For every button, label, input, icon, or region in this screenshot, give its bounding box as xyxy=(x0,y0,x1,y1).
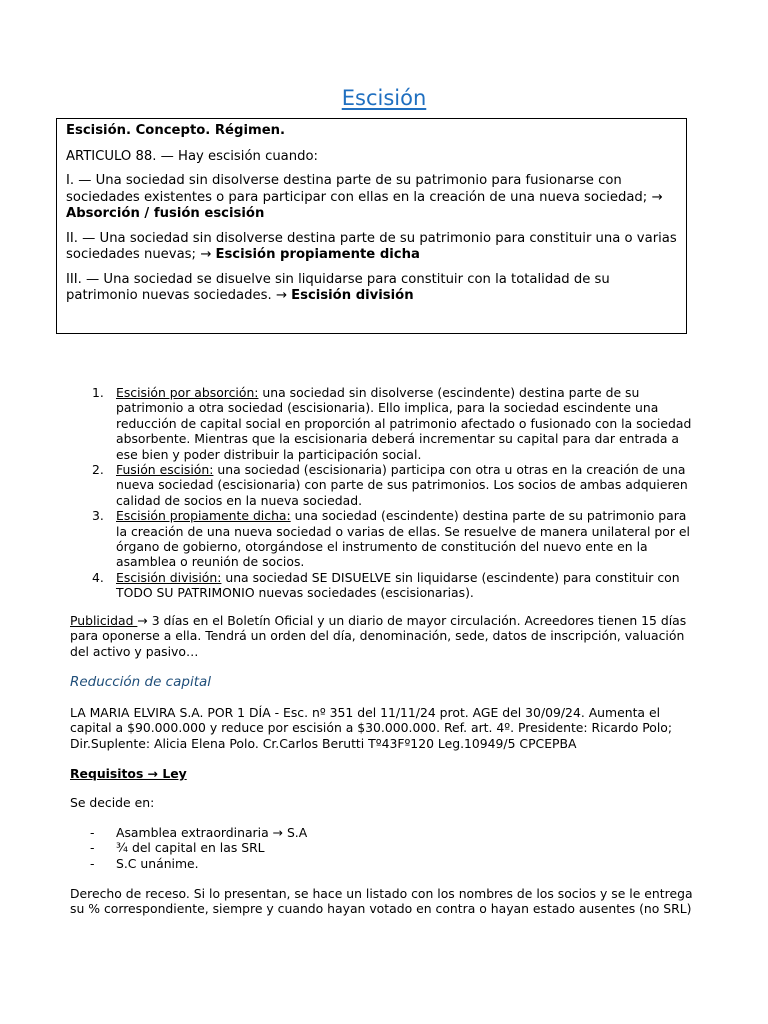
arrow-icon: → xyxy=(275,288,287,303)
list-item: 1. Escisión por absorción: una sociedad sin disolverse (escindente) destina parte de su patrimonio a otra sociedad (escisionaria). Ello implica, para la sociedad escindente una reducción de capital social en proporción al patrimonio afectado o fusionado con la sociedad absorbente. Mientras que la escisionaria deberá incrementar su capital para dar entrada a ese bien y poder distribuir la participación social. xyxy=(92,385,692,462)
document-title: Escisión xyxy=(341,86,427,110)
arrow-icon: → xyxy=(651,189,663,205)
article-item-1: I. — Una sociedad sin disolverse destina parte de su patrimonio para fusionarse con sociedades existentes o para participar con ellas en la creación de una nueva sociedad; → Absorción / fusión escisión xyxy=(66,173,663,221)
article-intro: ARTICULO 88. — Hay escisión cuando: xyxy=(66,148,318,164)
article-item-3: III. — Una sociedad se disuelve sin liquidarse para constituir con la totalidad de su patrimonio nuevas sociedades. → Escisión división xyxy=(66,271,610,303)
reduccion-heading: Reducción de capital xyxy=(70,674,212,690)
arrow-icon: → xyxy=(137,613,148,628)
article-item-2: II. — Una sociedad sin disolverse destina parte de su patrimonio para constituir una o varias sociedades nuevas; → Escisión propiamente dicha xyxy=(66,230,677,262)
list-item: - ¾ del capital en las SRL xyxy=(90,840,265,856)
receso-paragraph: Derecho de receso. Si lo presentan, se hace un listado con los nombres de los socios y se le entrega su % correspondiente, siempre y cuando hayan votado en contra o hayan estado ausentes (no SRL) xyxy=(70,886,693,917)
se-decide-text: Se decide en: xyxy=(70,795,155,810)
aviso-paragraph: LA MARIA ELVIRA S.A. POR 1 DÍA - Esc. nº 351 del 11/11/24 prot. AGE del 30/09/24. Aumenta el capital a $90.000.000 y reduce por escisión a $30.000.000. Ref. art. 4º. Presidente: Ricardo Polo; Dir.Suplente: Alicia Elena Polo. Cr.Carlos Berutti Tº43Fº120 Leg.10949/5 CPCEPBA xyxy=(70,705,673,751)
article-box xyxy=(56,118,687,334)
list-item: 4. Escisión división: una sociedad SE DISUELVE sin liquidarse (escindente) para constituir con TODO SU PATRIMONIO nuevas sociedades (escisionarias). xyxy=(92,569,680,601)
list-term: Escisión división: xyxy=(116,569,222,585)
requisitos-heading: Requisitos → Ley xyxy=(70,766,187,781)
publicidad-paragraph: Publicidad → 3 días en el Boletín Oficial y un diario de mayor circulación. Acreedores tienen 15 días para oponerse a ella. Tendrá un orden del día, denominación, sede, datos de inscripción, valuación del activo y pasivo… xyxy=(70,613,687,659)
box-heading: Escisión. Concepto. Régimen. xyxy=(66,123,286,138)
list-item: - Asamblea extraordinaria → S.A xyxy=(90,825,308,840)
decide-list xyxy=(90,825,307,871)
escision-types-list xyxy=(88,385,700,601)
list-item: 3. Escisión propiamente dicha: una sociedad (escindente) destina parte de su patrimonio para la creación de una nueva sociedad o varias de ellas. Se resuelve de manera unilateral por el órgano de gobierno, otorgándose el instrumento de constitución del nuevo ente en la asamblea o reunión de socios. xyxy=(92,508,690,570)
list-item: - S.C unánime. xyxy=(90,855,199,871)
list-term: Escisión por absorción: xyxy=(116,385,259,400)
list-item: 2. Fusión escisión: una sociedad (escisionaria) participa con otra u otras en la creación de una nueva sociedad (escisionaria) con parte de sus patrimonios. Los socios de ambas adquieren calidad de socios en la nueva sociedad. xyxy=(92,462,688,508)
list-term: Escisión propiamente dicha: xyxy=(116,508,291,524)
list-term: Fusión escisión: xyxy=(116,462,214,478)
arrow-icon: → xyxy=(200,247,212,262)
